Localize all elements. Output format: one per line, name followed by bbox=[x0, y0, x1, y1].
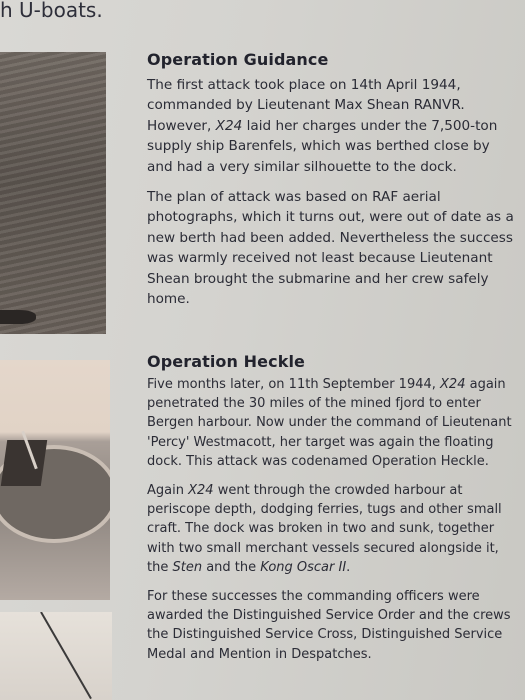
vessel-name: X24 bbox=[215, 117, 243, 134]
vessel-name: X24 bbox=[440, 377, 466, 392]
photo-rigging bbox=[0, 612, 112, 700]
text-run: Five months later, on 11th September 1944, bbox=[147, 377, 441, 392]
rigging-line bbox=[40, 612, 92, 699]
photo-submarine-deck bbox=[0, 360, 110, 600]
heading-operation-guidance: Operation Guidance bbox=[147, 50, 329, 69]
text-run: The first attack took place on 14th April 1944, commanded by Lieutenant Max Shean RANVR. However, bbox=[147, 77, 465, 134]
conning-tower bbox=[1, 440, 47, 486]
guidance-paragraph-2: The plan of attack was based on RAF aerial photographs, which it turns out, were out of date as a new berth had been added. Nevertheless the success was warmly received not least because Lieutenant Shean brought the submarine and her crew safely home. bbox=[147, 189, 514, 308]
text-run: Again bbox=[147, 483, 189, 499]
text-run: went through the crowded harbour at periscope depth, dodging ferries, tugs and other small craft. The dock was broken in two and sunk, together with two small merchant vessels secured alongside it, the bbox=[147, 483, 502, 575]
heckle-paragraph-1 bbox=[147, 375, 519, 471]
text-run: laid her charges under the 7,500-ton supply ship Barenfels, which was berthed close by and had a very similar silhouette to the dock. bbox=[147, 117, 498, 175]
section-operation-heckle bbox=[147, 352, 519, 664]
vessel-name: Sten bbox=[172, 559, 203, 575]
text-run: and the bbox=[202, 559, 261, 575]
submarine-hull bbox=[0, 310, 36, 324]
photo-sea-submarine bbox=[0, 52, 106, 334]
vessel-name: X24 bbox=[188, 483, 214, 499]
heading-operation-heckle: Operation Heckle bbox=[147, 352, 305, 371]
text-run: . bbox=[346, 559, 351, 575]
cropped-heading-fragment: h U-boats. bbox=[0, 0, 103, 22]
section-operation-guidance bbox=[147, 50, 517, 309]
text-run: again penetrated the 30 miles of the mined fjord to enter Bergen harbour. Now under the command of Lieutenant 'Percy' Westmacott, her target was again the floating dock. This attack was codenamed Operation Heckle. bbox=[147, 377, 512, 469]
heckle-paragraph-3: For these successes the commanding officers were awarded the Distinguished Service Order and the crews the Distinguished Service Cross, Distinguished Service Medal and Mention in Despatches. bbox=[147, 589, 511, 662]
guidance-paragraph-1 bbox=[147, 75, 517, 177]
vessel-name: Kong Oscar II bbox=[260, 559, 347, 575]
heckle-paragraph-2 bbox=[147, 481, 519, 577]
